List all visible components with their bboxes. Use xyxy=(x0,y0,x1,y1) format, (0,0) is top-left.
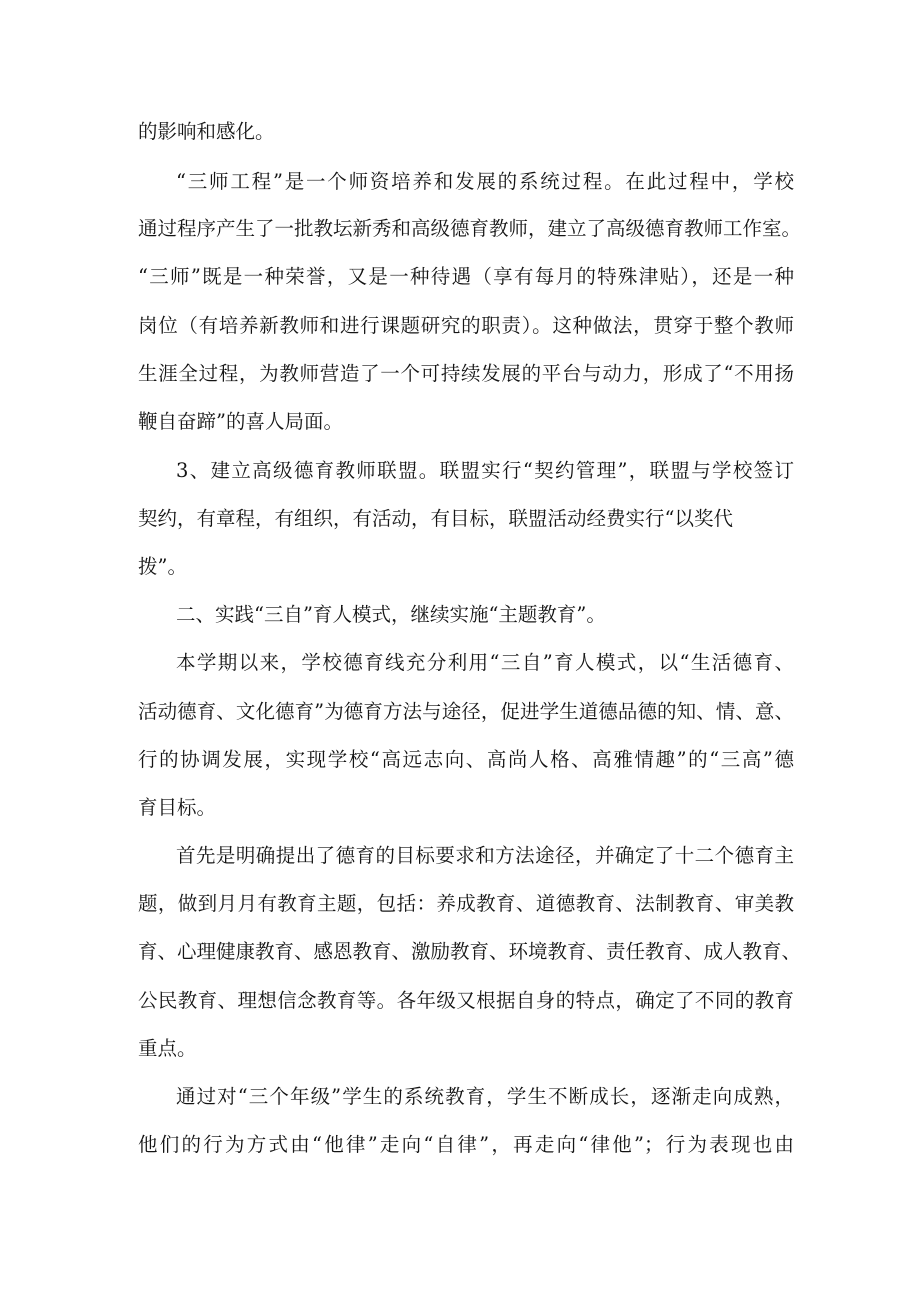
text-line: 公民教育、理想信念教育等。各年级又根据自身的特点，确定了不同的教育 xyxy=(138,989,794,1012)
section-heading: 二、实践“三自”育人模式，继续实施“主题教育”。 xyxy=(176,603,606,626)
text-line: 题，做到月月有教育主题，包括：养成教育、道德教育、法制教育、审美教 xyxy=(138,892,794,915)
text-line: “三师”既是一种荣誉，又是一种待遇（享有每月的特殊津贴），还是一种 xyxy=(138,265,794,288)
paragraph-first-line: 3、建立高级德育教师联盟。联盟实行“契约管理”，联盟与学校签订 xyxy=(176,459,794,482)
paragraph-first-line: 首先是明确提出了德育的目标要求和方法途径，并确定了十二个德育主 xyxy=(176,844,794,867)
paragraph-first-line: “三师工程”是一个师资培养和发展的系统过程。在此过程中，学校 xyxy=(176,170,794,193)
text-line: 拨”。 xyxy=(138,555,187,578)
text-line: 育目标。 xyxy=(138,796,217,819)
text-line: 的影响和感化。 xyxy=(138,120,275,143)
text-line: 契约，有章程，有组织，有活动，有目标，联盟活动经费实行“以奖代 xyxy=(138,507,733,530)
paragraph-first-line: 本学期以来，学校德育线充分利用“三自”育人模式，以“生活德育、 xyxy=(176,651,794,674)
text-line: 活动德育、文化德育”为德育方法与途径，促进学生道德品德的知、情、意、 xyxy=(138,700,794,723)
text-line: 岗位（有培养新教师和进行课题研究的职责）。这种做法，贯穿于整个教师 xyxy=(138,314,794,337)
text-line: 育、心理健康教育、感恩教育、激励教育、环境教育、责任教育、成人教育、 xyxy=(138,940,802,963)
text-line: 生涯全过程，为教师营造了一个可持续发展的平台与动力，形成了“不用扬 xyxy=(138,362,794,385)
text-line: 行的协调发展，实现学校“高远志向、高尚人格、高雅情趣”的“三高”德 xyxy=(138,748,794,771)
text-line: 重点。 xyxy=(138,1037,197,1060)
paragraph-first-line: 通过对“三个年级”学生的系统教育，学生不断成长，逐渐走向成熟， xyxy=(176,1085,794,1108)
text-line: 鞭自奋蹄”的喜人局面。 xyxy=(138,410,343,433)
text-line: 通过程序产生了一批教坛新秀和高级德育教师，建立了高级德育教师工作室。 xyxy=(138,217,802,240)
text-line: 他们的行为方式由“他律”走向“自律”，再走向“律他”；行为表现也由 xyxy=(138,1133,794,1156)
